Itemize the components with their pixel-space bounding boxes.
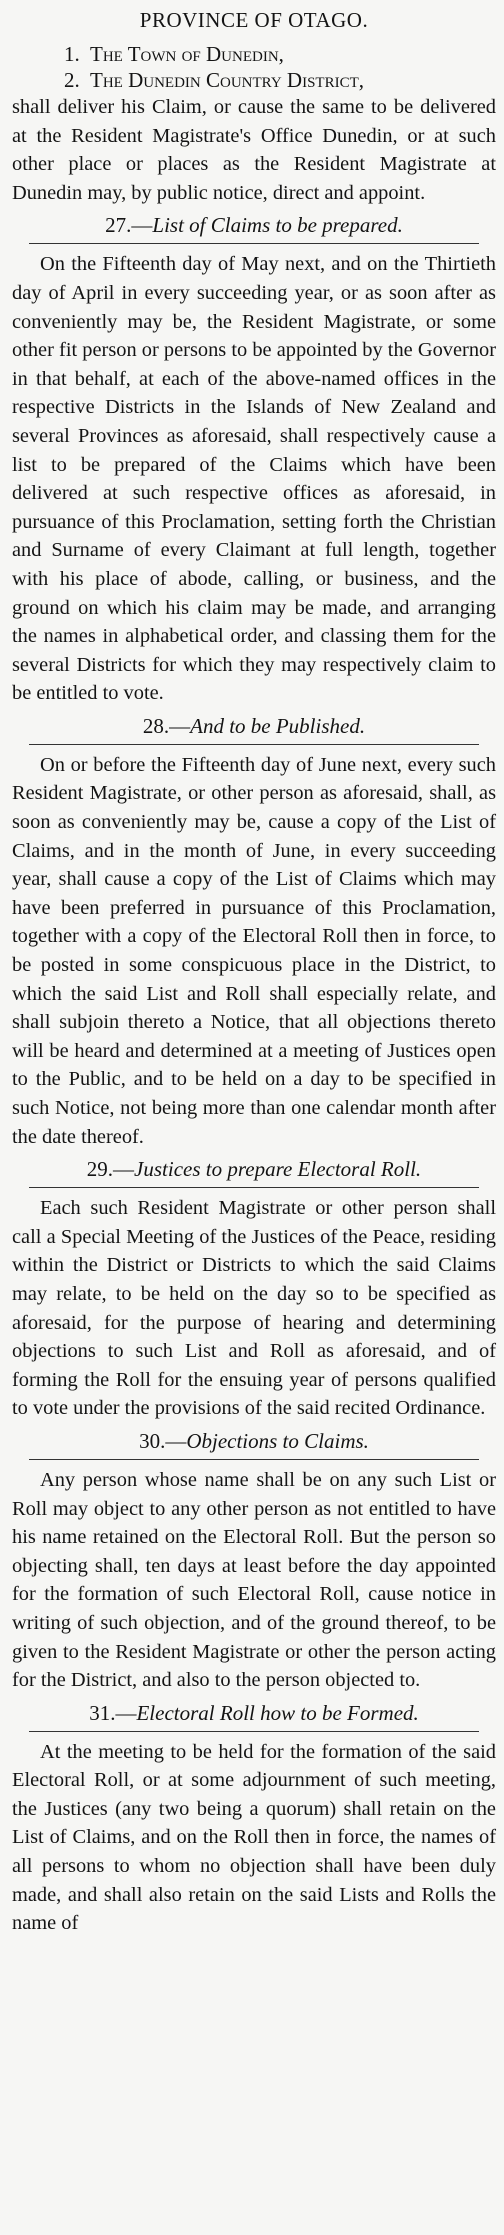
- section-number: 29.: [86, 1157, 114, 1182]
- district-item: [64, 41, 496, 67]
- section-body-27: On the Fifteenth day of May next, and on the Thirtieth day of April in every succeeding year, or as soon after as conveniently may be, the Resident Magistrate, or some other fit person or persons to be appointed by the Governor in that behalf, at each of the above-named offices in the respective Districts in the Islands of New Zealand and several Provinces as aforesaid, shall respectively cause a list to be prepared of the Claims which have been delivered at such respective offices as aforesaid, in pursuance of this Proclamation, setting forth the Christian and Surname of every Claimant at full length, together with his place of abode, calling, or business, and the ground on which his claim may be made, and arranging the names in alphabetical order, and classing them for the several Districts for which they may respectively claim to be entitled to vote.: [12, 253, 496, 705]
- section-divider: [29, 243, 479, 244]
- section-heading-29: 29.—Justices to prepare Electoral Roll.: [86, 1157, 422, 1182]
- section-heading-30: 30.—Objections to Claims.: [139, 1428, 369, 1453]
- section-body-31: At the meeting to be held for the formation of the said Electoral Roll, or at some adjournment of such meeting, the Justices (any two being a quorum) shall retain on the List of Claims, and on the Roll then in force, the names of all persons to whom no objection shall have been duly made, and shall also retain on the said Lists and Rolls the name of: [12, 1740, 496, 1935]
- district-number: 1.: [64, 42, 80, 66]
- section-divider: [29, 744, 479, 745]
- section-body-28: On or before the Fifteenth day of June next, every such Resident Magistrate, or other person as aforesaid, shall, as soon as conveniently may be, cause a copy of the List of Claims, and in the month of June, in every succeeding year, shall cause a copy of the List of Claims which may have been preferred in pursuance of this Proclamation, together with a copy of the Electoral Roll then in force, to be posted in some conspicuous place in the District, to which the said List and Roll shall especially relate, and shall subjoin thereto a Notice, that all objections thereto will be heard and determined at a meeting of Justices open to the Public, and to be held on a day to be specified in such Notice, not being more than one calendar month after the date thereof.: [12, 753, 496, 1148]
- section-divider: [29, 1459, 479, 1460]
- section-number: 30.: [139, 1428, 166, 1453]
- section-heading-27: 27.—List of Claims to be prepared.: [105, 213, 403, 238]
- section-title: Electoral Roll how to be Formed.: [136, 1700, 419, 1725]
- section-body-30: Any person whose name shall be on any such List or Roll may object to any other person as not entitled to have his name retained on the Electoral Roll. But the person so objecting shall, ten days at least before the day appointed for the formation of such Electoral Roll, cause notice in writing of such objection, and of the ground thereof, to be given to the Resident Magistrate or other the person acting for the District, and also to the person objected to.: [12, 1468, 496, 1692]
- section-number: 28.: [142, 713, 170, 738]
- page-header: PROVINCE OF OTAGO.: [139, 8, 369, 32]
- section-divider: [29, 1187, 479, 1188]
- section-body-29: Each such Resident Magistrate or other person shall call a Special Meeting of the Justices of the Peace, residing within the District or Districts to which the said Claims may relate, to be held on the day so to be specified as aforesaid, for the purpose of hearing and determining objections to such List and Roll as aforesaid, and of forming the Roll for the ensuing year of persons qualified to vote under the provisions of the said recited Ordinance.: [12, 1197, 496, 1420]
- district-item: [64, 67, 496, 93]
- intro-paragraph: shall deliver his Claim, or cause the same to be delivered at the Resident Magistrate's Office Dunedin, or at such other place or places as the Resident Magistrate at Dunedin may, by public notice, direct and appoint.: [12, 96, 496, 204]
- district-number: 2.: [64, 68, 80, 92]
- section-heading-31: 31.—Electoral Roll how to be Formed.: [89, 1700, 419, 1725]
- section-number: 27.: [105, 213, 132, 238]
- district-list: [64, 41, 496, 93]
- section-heading-28: 28.—And to be Published.: [142, 713, 366, 738]
- section-title: And to be Published.: [190, 713, 366, 738]
- section-divider: [29, 1731, 479, 1732]
- section-title: Justices to prepare Electoral Roll.: [134, 1157, 422, 1182]
- section-number: 31.: [89, 1700, 116, 1725]
- section-title: Objections to Claims.: [186, 1428, 369, 1453]
- district-name: The Town of Dunedin,: [90, 42, 284, 66]
- district-name: The Dunedin Country District,: [90, 68, 364, 92]
- section-title: List of Claims to be prepared.: [152, 213, 403, 238]
